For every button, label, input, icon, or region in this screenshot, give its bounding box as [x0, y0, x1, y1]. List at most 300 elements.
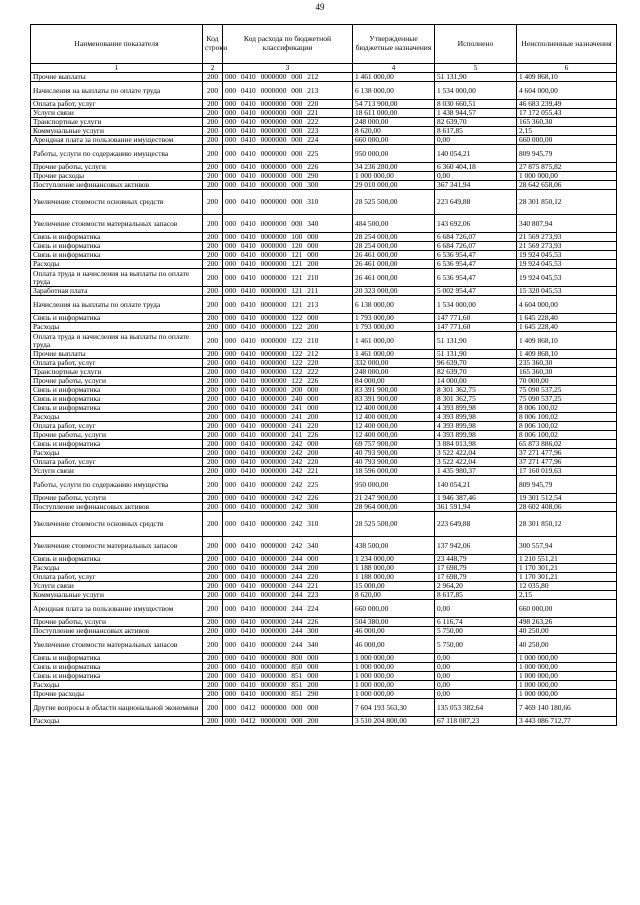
row-name: Поступление нефинансовых активов	[31, 181, 203, 190]
row-unexecuted: 2,15	[517, 127, 617, 136]
row-name: Коммунальные услуги	[31, 591, 203, 600]
row-unexecuted: 300 557,94	[517, 537, 617, 555]
row-name: Другие вопросы в области национальной экономики	[31, 699, 203, 717]
row-unexecuted: 28 301 850,12	[517, 190, 617, 215]
row-expense-code: 000 0410 0000000 241 200	[223, 413, 353, 422]
page-number: 49	[315, 2, 325, 12]
row-unexecuted: 40 250,00	[517, 627, 617, 636]
row-approved: 504 380,00	[353, 618, 435, 627]
table-row	[31, 145, 617, 163]
row-unexecuted: 1 000 000,00	[517, 672, 617, 681]
row-line-code: 200	[203, 458, 223, 467]
table-row	[31, 440, 617, 449]
table-row	[31, 332, 617, 350]
row-executed: 1 438 944,57	[435, 109, 517, 118]
row-expense-code: 000 0410 0000000 851 290	[223, 690, 353, 699]
row-executed: 367 341,94	[435, 181, 517, 190]
row-executed: 3 522 422,04	[435, 449, 517, 458]
table-row	[31, 654, 617, 663]
row-approved: 26 461 000,00	[353, 251, 435, 260]
row-unexecuted: 75 090 537,25	[517, 386, 617, 395]
row-expense-code: 000 0410 0000000 000 224	[223, 136, 353, 145]
row-executed: 6 360 404,18	[435, 163, 517, 172]
row-executed: 6 684 726,07	[435, 233, 517, 242]
table-row	[31, 618, 617, 627]
row-expense-code: 000 0410 0000000 000 223	[223, 127, 353, 136]
row-expense-code: 000 0410 0000000 121 213	[223, 296, 353, 314]
row-executed: 0,00	[435, 136, 517, 145]
row-expense-code: 000 0410 0000000 122 226	[223, 377, 353, 386]
row-line-code: 200	[203, 627, 223, 636]
row-expense-code: 000 0410 0000000 242 220	[223, 458, 353, 467]
column-number: 1	[31, 64, 203, 73]
row-name: Расходы	[31, 564, 203, 573]
row-line-code: 200	[203, 269, 223, 287]
row-expense-code: 000 0410 0000000 242 310	[223, 512, 353, 537]
row-unexecuted: 17 160 019,63	[517, 467, 617, 476]
row-unexecuted: 498 263,26	[517, 618, 617, 627]
row-name: Оплата труда и начисления на выплаты по оплате труда	[31, 269, 203, 287]
row-executed: 6 536 954,47	[435, 269, 517, 287]
table-row	[31, 350, 617, 359]
row-executed: 1 946 387,46	[435, 494, 517, 503]
row-name: Увеличение стоимости материальных запасов	[31, 636, 203, 654]
row-name: Связь и информатика	[31, 233, 203, 242]
row-expense-code: 000 0410 0000000 122 220	[223, 359, 353, 368]
row-line-code: 200	[203, 555, 223, 564]
row-line-code: 200	[203, 163, 223, 172]
row-line-code: 200	[203, 440, 223, 449]
row-line-code: 200	[203, 181, 223, 190]
row-executed: 6 536 954,47	[435, 251, 517, 260]
row-executed: 361 591,94	[435, 503, 517, 512]
row-approved: 18 611 000,00	[353, 109, 435, 118]
row-name: Прочие выплаты	[31, 73, 203, 82]
table-row	[31, 215, 617, 233]
table-row	[31, 690, 617, 699]
row-expense-code: 000 0410 0000000 122 200	[223, 323, 353, 332]
col-header-unexecuted: Неисполненные назначения	[517, 25, 617, 64]
row-executed: 5 002 954,47	[435, 287, 517, 296]
row-executed: 147 771,60	[435, 323, 517, 332]
row-approved: 40 793 900,00	[353, 458, 435, 467]
row-line-code: 200	[203, 100, 223, 109]
row-expense-code: 000 0410 0000000 122 000	[223, 314, 353, 323]
row-approved: 46 000,00	[353, 627, 435, 636]
row-approved: 6 138 000,00	[353, 82, 435, 100]
row-executed: 96 639,70	[435, 359, 517, 368]
row-executed: 0,00	[435, 654, 517, 663]
row-unexecuted: 19 924 045,53	[517, 251, 617, 260]
row-approved: 484 500,00	[353, 215, 435, 233]
row-unexecuted: 7 469 140 180,66	[517, 699, 617, 717]
table-row	[31, 663, 617, 672]
budget-table	[30, 24, 617, 726]
row-name: Увеличение стоимости материальных запасов	[31, 215, 203, 233]
row-expense-code: 000 0410 0000000 850 000	[223, 663, 353, 672]
row-name: Связь и информатика	[31, 555, 203, 564]
row-name: Арендная плата за пользование имуществом	[31, 136, 203, 145]
table-row	[31, 323, 617, 332]
row-expense-code: 000 0410 0000000 000 300	[223, 181, 353, 190]
row-line-code: 200	[203, 672, 223, 681]
row-unexecuted: 809 945,79	[517, 145, 617, 163]
row-expense-code: 000 0410 0000000 244 221	[223, 582, 353, 591]
row-line-code: 200	[203, 314, 223, 323]
column-number: 2	[203, 64, 223, 73]
table-row	[31, 404, 617, 413]
row-approved: 1 000 000,00	[353, 672, 435, 681]
row-name: Расходы	[31, 260, 203, 269]
row-approved: 12 400 000,00	[353, 404, 435, 413]
row-expense-code: 000 0410 0000000 121 211	[223, 287, 353, 296]
row-unexecuted: 8 006 100,02	[517, 422, 617, 431]
row-line-code: 200	[203, 564, 223, 573]
row-approved: 28 525 500,00	[353, 512, 435, 537]
row-name: Связь и информатика	[31, 672, 203, 681]
row-unexecuted: 3 443 086 712,77	[517, 717, 617, 726]
row-name: Прочие расходы	[31, 690, 203, 699]
row-line-code: 200	[203, 422, 223, 431]
column-number-row	[31, 64, 617, 73]
row-line-code: 200	[203, 395, 223, 404]
row-approved: 1 000 000,00	[353, 690, 435, 699]
row-approved: 1 000 000,00	[353, 681, 435, 690]
table-row	[31, 699, 617, 717]
row-unexecuted: 19 301 512,54	[517, 494, 617, 503]
row-approved: 332 000,00	[353, 359, 435, 368]
row-executed: 8 301 362,75	[435, 395, 517, 404]
table-row	[31, 359, 617, 368]
table-row	[31, 573, 617, 582]
row-executed: 143 692,06	[435, 215, 517, 233]
row-unexecuted: 65 873 886,02	[517, 440, 617, 449]
row-expense-code: 000 0410 0000000 000 310	[223, 190, 353, 215]
row-line-code: 200	[203, 251, 223, 260]
row-expense-code: 000 0410 0000000 000 340	[223, 215, 353, 233]
row-unexecuted: 1 000 000,00	[517, 690, 617, 699]
row-line-code: 200	[203, 654, 223, 663]
row-approved: 54 713 900,00	[353, 100, 435, 109]
row-name: Услуги связи	[31, 582, 203, 591]
row-line-code: 200	[203, 350, 223, 359]
table-row	[31, 260, 617, 269]
row-approved: 950 000,00	[353, 145, 435, 163]
table-row	[31, 269, 617, 287]
row-unexecuted: 40 250,00	[517, 636, 617, 654]
row-name: Работы, услуги по содержанию имущества	[31, 145, 203, 163]
row-expense-code: 000 0410 0000000 120 000	[223, 242, 353, 251]
row-approved: 1 461 000,00	[353, 332, 435, 350]
row-executed: 1 435 980,37	[435, 467, 517, 476]
row-approved: 1 461 000,00	[353, 73, 435, 82]
row-name: Услуги связи	[31, 109, 203, 118]
row-executed: 4 393 899,98	[435, 404, 517, 413]
row-expense-code: 000 0410 0000000 242 340	[223, 537, 353, 555]
row-name: Расходы	[31, 717, 203, 726]
row-approved: 28 254 000,00	[353, 242, 435, 251]
row-name: Арендная плата за пользование имуществом	[31, 600, 203, 618]
row-executed: 0,00	[435, 600, 517, 618]
row-unexecuted: 1 000 000,00	[517, 663, 617, 672]
row-line-code: 200	[203, 386, 223, 395]
row-line-code: 200	[203, 431, 223, 440]
row-line-code: 200	[203, 467, 223, 476]
row-unexecuted: 1 210 551,21	[517, 555, 617, 564]
row-expense-code: 000 0410 0000000 100 000	[223, 233, 353, 242]
row-unexecuted: 1 170 301,21	[517, 573, 617, 582]
row-line-code: 200	[203, 663, 223, 672]
table-row	[31, 681, 617, 690]
row-expense-code: 000 0410 0000000 242 226	[223, 494, 353, 503]
row-executed: 8 617,85	[435, 127, 517, 136]
row-executed: 5 750,00	[435, 627, 517, 636]
row-line-code: 200	[203, 717, 223, 726]
col-header-expense-code: Код расхода по бюджетной классификации	[223, 25, 353, 64]
row-approved: 1 461 000,00	[353, 350, 435, 359]
column-number: 6	[517, 64, 617, 73]
row-line-code: 200	[203, 618, 223, 627]
row-approved: 69 757 900,00	[353, 440, 435, 449]
table-row	[31, 591, 617, 600]
table-row	[31, 636, 617, 654]
table-row	[31, 100, 617, 109]
row-name: Расходы	[31, 681, 203, 690]
row-approved: 1 000 000,00	[353, 663, 435, 672]
table-row	[31, 431, 617, 440]
row-line-code: 200	[203, 145, 223, 163]
table-row	[31, 395, 617, 404]
table-row	[31, 582, 617, 591]
row-executed: 8 030 660,51	[435, 100, 517, 109]
column-number: 4	[353, 64, 435, 73]
row-line-code: 200	[203, 690, 223, 699]
row-line-code: 200	[203, 537, 223, 555]
row-name: Расходы	[31, 449, 203, 458]
row-expense-code: 000 0410 0000000 244 224	[223, 600, 353, 618]
row-approved: 8 620,00	[353, 127, 435, 136]
row-name: Связь и информатика	[31, 404, 203, 413]
table-row	[31, 136, 617, 145]
row-executed: 223 649,88	[435, 190, 517, 215]
row-unexecuted: 8 006 100,02	[517, 413, 617, 422]
row-approved: 1 793 000,00	[353, 323, 435, 332]
row-line-code: 200	[203, 449, 223, 458]
row-line-code: 200	[203, 600, 223, 618]
row-executed: 1 534 000,00	[435, 296, 517, 314]
row-expense-code: 000 0410 0000000 244 226	[223, 618, 353, 627]
row-name: Услуги связи	[31, 467, 203, 476]
row-unexecuted: 70 000,00	[517, 377, 617, 386]
row-executed: 17 698,79	[435, 564, 517, 573]
row-approved: 28 254 000,00	[353, 233, 435, 242]
row-unexecuted: 1 170 301,21	[517, 564, 617, 573]
row-name: Оплата работ, услуг	[31, 573, 203, 582]
row-approved: 6 138 000,00	[353, 296, 435, 314]
row-approved: 84 000,00	[353, 377, 435, 386]
row-expense-code: 000 0410 0000000 122 212	[223, 350, 353, 359]
row-approved: 46 000,00	[353, 636, 435, 654]
row-line-code: 200	[203, 359, 223, 368]
row-line-code: 200	[203, 82, 223, 100]
row-approved: 34 236 280,00	[353, 163, 435, 172]
table-row	[31, 163, 617, 172]
row-unexecuted: 1 000 000,00	[517, 681, 617, 690]
row-approved: 1 793 000,00	[353, 314, 435, 323]
row-executed: 51 131,90	[435, 332, 517, 350]
row-expense-code: 000 0410 0000000 241 226	[223, 431, 353, 440]
table-row	[31, 467, 617, 476]
row-line-code: 200	[203, 109, 223, 118]
row-executed: 23 448,79	[435, 555, 517, 564]
table-row	[31, 172, 617, 181]
row-executed: 17 698,79	[435, 573, 517, 582]
row-approved: 12 400 000,00	[353, 431, 435, 440]
row-expense-code: 000 0410 0000000 242 000	[223, 440, 353, 449]
row-name: Оплата труда и начисления на выплаты по оплате труда	[31, 332, 203, 350]
row-executed: 0,00	[435, 690, 517, 699]
row-name: Коммунальные услуги	[31, 127, 203, 136]
table-row	[31, 233, 617, 242]
row-expense-code: 000 0410 0000000 000 226	[223, 163, 353, 172]
row-name: Оплата работ, услуг	[31, 458, 203, 467]
row-expense-code: 000 0410 0000000 851 200	[223, 681, 353, 690]
row-unexecuted: 8 006 100,02	[517, 404, 617, 413]
row-executed: 4 393 899,98	[435, 422, 517, 431]
column-number: 3	[223, 64, 353, 73]
row-name: Прочие расходы	[31, 172, 203, 181]
row-expense-code: 000 0410 0000000 241 000	[223, 404, 353, 413]
row-executed: 135 053 382,64	[435, 699, 517, 717]
row-expense-code: 000 0410 0000000 242 200	[223, 449, 353, 458]
row-name: Связь и информатика	[31, 251, 203, 260]
row-line-code: 200	[203, 127, 223, 136]
table-row	[31, 564, 617, 573]
table-row	[31, 368, 617, 377]
row-expense-code: 000 0410 0000000 240 000	[223, 395, 353, 404]
row-executed: 3 884 013,98	[435, 440, 517, 449]
row-name: Оплата работ, услуг	[31, 100, 203, 109]
row-name: Прочие работы, услуги	[31, 494, 203, 503]
row-name: Поступление нефинансовых активов	[31, 627, 203, 636]
row-executed: 51 131,90	[435, 73, 517, 82]
row-line-code: 200	[203, 296, 223, 314]
row-approved: 248 000,00	[353, 118, 435, 127]
table-row	[31, 377, 617, 386]
row-name: Оплата работ, услуг	[31, 359, 203, 368]
row-name: Прочие работы, услуги	[31, 377, 203, 386]
row-unexecuted: 28 602 408,06	[517, 503, 617, 512]
row-unexecuted: 165 360,30	[517, 368, 617, 377]
table-row	[31, 118, 617, 127]
row-unexecuted: 12 035,80	[517, 582, 617, 591]
row-line-code: 200	[203, 573, 223, 582]
row-unexecuted: 660 000,00	[517, 136, 617, 145]
row-expense-code: 000 0410 0000000 000 213	[223, 82, 353, 100]
row-unexecuted: 37 271 477,96	[517, 458, 617, 467]
row-approved: 1 188 000,00	[353, 573, 435, 582]
row-name: Увеличение стоимости основных средств	[31, 512, 203, 537]
row-executed: 8 617,85	[435, 591, 517, 600]
row-name: Начисления на выплаты по оплате труда	[31, 296, 203, 314]
row-approved: 1 188 000,00	[353, 564, 435, 573]
table-row	[31, 458, 617, 467]
row-executed: 0,00	[435, 663, 517, 672]
row-name: Расходы	[31, 323, 203, 332]
col-header-executed: Исполнено	[435, 25, 517, 64]
row-approved: 21 247 900,00	[353, 494, 435, 503]
row-expense-code: 000 0410 0000000 244 200	[223, 564, 353, 573]
row-approved: 7 604 193 563,30	[353, 699, 435, 717]
row-line-code: 200	[203, 404, 223, 413]
row-unexecuted: 1 000 000,00	[517, 654, 617, 663]
row-approved: 12 400 000,00	[353, 422, 435, 431]
table-row	[31, 287, 617, 296]
row-executed: 3 522 422,04	[435, 458, 517, 467]
table-row	[31, 717, 617, 726]
table-row	[31, 386, 617, 395]
row-name: Поступление нефинансовых активов	[31, 503, 203, 512]
row-expense-code: 000 0410 0000000 000 225	[223, 145, 353, 163]
row-line-code: 200	[203, 494, 223, 503]
row-executed: 4 393 899,98	[435, 431, 517, 440]
row-name: Прочие работы, услуги	[31, 431, 203, 440]
row-unexecuted: 19 924 045,53	[517, 260, 617, 269]
col-header-approved: Утвержденные бюджетные назначения	[353, 25, 435, 64]
row-line-code: 200	[203, 476, 223, 494]
row-executed: 67 118 087,23	[435, 717, 517, 726]
col-header-line-code: Код строки	[203, 25, 223, 64]
table-row	[31, 537, 617, 555]
table-row	[31, 82, 617, 100]
row-unexecuted: 165 360,30	[517, 118, 617, 127]
row-line-code: 200	[203, 136, 223, 145]
row-approved: 1 234 000,00	[353, 555, 435, 564]
row-approved: 3 510 204 800,00	[353, 717, 435, 726]
row-unexecuted: 28 301 850,12	[517, 512, 617, 537]
table-body	[31, 73, 617, 726]
row-line-code: 200	[203, 323, 223, 332]
row-executed: 82 639,70	[435, 368, 517, 377]
row-unexecuted: 21 569 273,93	[517, 242, 617, 251]
row-approved: 15 000,00	[353, 582, 435, 591]
row-expense-code: 000 0410 0000000 244 300	[223, 627, 353, 636]
row-unexecuted: 4 604 000,00	[517, 82, 617, 100]
row-approved: 18 596 000,00	[353, 467, 435, 476]
row-name: Прочие выплаты	[31, 350, 203, 359]
row-approved: 28 525 500,00	[353, 190, 435, 215]
row-executed: 8 301 362,75	[435, 386, 517, 395]
row-executed: 140 054,21	[435, 476, 517, 494]
row-unexecuted: 1 645 228,40	[517, 323, 617, 332]
row-line-code: 200	[203, 681, 223, 690]
row-unexecuted: 17 172 055,43	[517, 109, 617, 118]
table-row	[31, 503, 617, 512]
row-unexecuted: 15 320 045,53	[517, 287, 617, 296]
table-row	[31, 181, 617, 190]
table-row	[31, 422, 617, 431]
row-approved: 950 000,00	[353, 476, 435, 494]
row-executed: 51 131,90	[435, 350, 517, 359]
row-executed: 0,00	[435, 172, 517, 181]
row-approved: 29 010 000,00	[353, 181, 435, 190]
row-approved: 26 461 000,00	[353, 260, 435, 269]
table-row	[31, 413, 617, 422]
row-executed: 0,00	[435, 672, 517, 681]
row-line-code: 200	[203, 332, 223, 350]
row-approved: 1 000 000,00	[353, 172, 435, 181]
row-name: Связь и информатика	[31, 663, 203, 672]
